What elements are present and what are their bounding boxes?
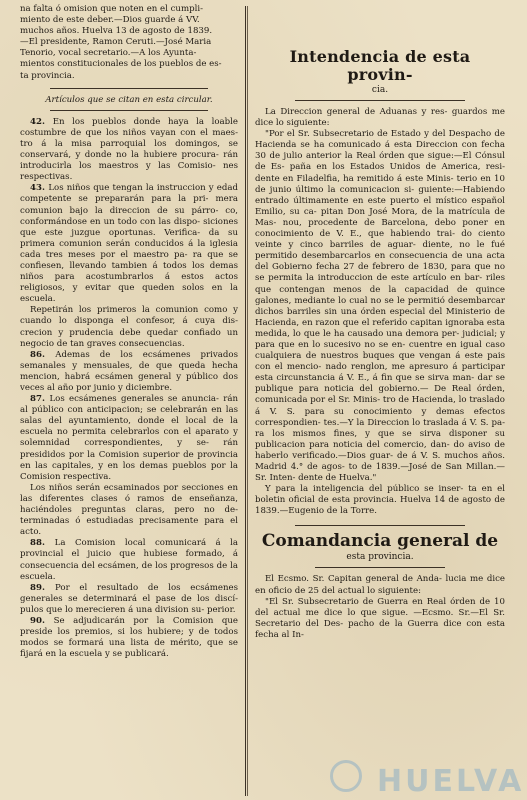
intro-paragraph [20,4,238,82]
article-text: En los pueblos donde haya la loable costumbre de que los niños vayan con el maes- tro á la misa parroquial los domingos, se conservará, y donde no la hubiere procura- rán introducirla los maestros y las Comisio- nes respectivas. [20,116,238,183]
paragraph: Y para la inteligencia del público se inser- ta en el boletin oficial de esta provincia. Huelva 14 de agosto de 1839.—Eugenio de la Torre. [255,484,505,517]
article-paragraph [20,305,238,349]
intro-line: muchos años. Huelva 13 de agosto de 1839. [20,26,213,37]
article-paragraph [20,616,238,660]
paragraph: "Por el Sr. Subsecretario de Estado y del Despacho de Hacienda se ha comunicado á esta Direccion con fecha 30 de julio anterior la Real órden que sigue:—El Cónsul de Es- paña en los Estados Unidos de America, resi- dente en Filadelfia, ha remitido á este Minis- terio en 10 de junio último la comunicacion si- guiente:—Habiendo entrado últimamente en este puerto el místico español Emilio, su ca- pitan Don José Mora, de la matrícula de Mas- nou, procedente de Barcelona, debo poner en conocimiento de V. E., que habiendo trai- do ciento veinte y cinco barriles de aguar- diente, no le fué permitido desembarcarlos en consecuencia de una acta del Gobierno fecha 27 de febrero de 1830, para que no se permita la introduccion de este artículo en bar- riles que contengan menos de la capacidad de quince galones, mediante lo cual no se le permitió desembarcar dichos barriles sin una órden especial del Ministerio de Hacienda, en razon que el referido capitan ignoraba esta medida, lo que le ha causado una demora per- judicial; y para que en lo sucesivo no se en- cuentre en igual caso cualquiera de nuestros buques que vengan á este pais con el mencio- nado renglon, me apresuro á participar esta circunstancia á V. E., á fin que se sirva man- dar se publique para noticia del gobierno.— De Real órden, comunicada por el Sr. Minis- tro de Hacienda, lo traslado á V. S. para su conocimiento y demas efectos correspondien- tes.—Y la Direccion lo traslada á V. S. pa- ra los mismos fines, y que se sirva disponer su publicacion para noticia del comercio, dan- do aviso de haberlo verificado.—Dios guar- de á V. S. muchos años. Madrid 4.° de agos- to de 1839.—José de San Millan.—Sr. Inten- dente de Huelva." [255,129,505,484]
article-paragraph [20,583,238,616]
articles-list [20,117,238,661]
article-text: Los ecsámenes generales se anuncia- rán al público con anticipacion; se celebrarán en las salas del ayuntamiento, donde el local de la escuela no permita celebrarlos con el aparato y solemnidad correspondientes, y se- rán presididos por la Comision superior de provincia en las capitales, y en los demas pueblos por la Comision respectiva. [20,394,238,482]
intro-line: mientos constitucionales de los pueblos de es- [20,59,222,70]
article-number: 43. [30,183,49,194]
watermark-logo-icon [330,760,362,792]
paragraph: "El Sr. Subsecretario de Guerra en Real órden de 10 del actual me dice lo que sigue. —Ecsmo. Sr.—El Sr. Secretario del Des- pacho de la Guerra dice con esta fecha al In- [255,596,505,640]
article-number: 87. [30,394,50,405]
section-title: Artículos que se citan en esta circular. [45,94,213,105]
intro-line: ta provincia. [20,70,75,81]
left-column [20,0,238,800]
article-text: Los niños serán ecsaminados por secciones en las diferentes clases ó ramos de enseñanza, haciéndoles preguntas claras, pero no de- terminadas ó estudiadas precisamente para el acto. [20,482,238,538]
article-number: 90. [30,615,54,626]
intro-line: Tenorio, vocal secretario.—A los Ayunta- [20,48,197,59]
section-heading-tail: cia. [371,85,389,95]
article-paragraph [20,350,238,394]
article-paragraph [20,483,238,538]
heading-rule [295,525,465,526]
article-text: Repetirán los primeros la comunion como y cuando lo disponga el confesor, á cuya dis- crecion y prudencia debe quedar confiado un negocio de tan graves consecuencias. [20,305,238,349]
intro-line: na falta ó omision que noten en el cumpli- [20,4,204,14]
section-heading-sub: esta provincia. [346,552,414,563]
right-column [255,0,525,800]
section-rule [50,88,208,89]
article-paragraph [20,394,238,483]
article-paragraph [20,183,238,305]
section-heading-intendencia: Intendencia de esta provin- [289,47,471,84]
article-text: Por el resultado de los ecsámenes generales se determinará el pase de los discí- pulos que lo merecieren á una division su- perior. [20,582,238,615]
article-text: Ademas de los ecsámenes privados semanales y mensuales, de que queda hecha mencion, habrá ecsámen general y público dos veces al año por junio y diciembre. [20,349,238,393]
heading-rule [315,567,445,568]
article-paragraph [20,117,238,184]
column-divider [247,6,248,796]
heading-rule [295,100,465,101]
intro-line: miento de este deber.—Dios guarde á VV. [20,15,200,26]
intro-line: —El presidente, Ramon Ceruti.—José Maria [20,37,212,48]
article-number: 86. [30,349,56,360]
watermark: HUELVA [377,764,525,799]
paragraph: La Direccion general de Aduanas y res- guardos me dice lo siguiente: [255,107,505,129]
article-text: La Comision local comunicará á la provincial el juicio que hubiese formado, á consecuencia del ecsámen, de los progresos de la escuela. [20,538,238,582]
article-text: Se adjudicarán por la Comision que preside los premios, si los hubiere; y de todos modos se formará una lista de mérito, que se fijará en la escuela y se publicará. [20,615,238,660]
section-rule [50,110,208,111]
article-text: Los niños que tengan la instruccion y edad competente se prepararán para la pri- mera comunion bajo la direccion de su párro- co, conformándose en un todo con las dispo- siciones que este juzgue oportunas. Verifica- da su primera comunion serán conducidos á la iglesia cada tres meses por el maestro pa- ra que se confiesen, llevando tambien á todos los demas niños para acostumbrarlos á estos actos religiosos, y evitar que queden solos en la escuela. [20,183,238,305]
article-number: 42. [30,116,53,127]
article-number: 88. [30,538,55,549]
paragraph: El Ecsmo. Sr. Capitan general de Anda- lucia me dice en oficio de 25 del actual lo siguiente: [255,574,505,596]
column-divider [245,6,246,796]
article-paragraph [20,538,238,582]
article-number: 89. [30,582,55,593]
section-heading-comandancia: Comandancia general de [261,531,499,552]
